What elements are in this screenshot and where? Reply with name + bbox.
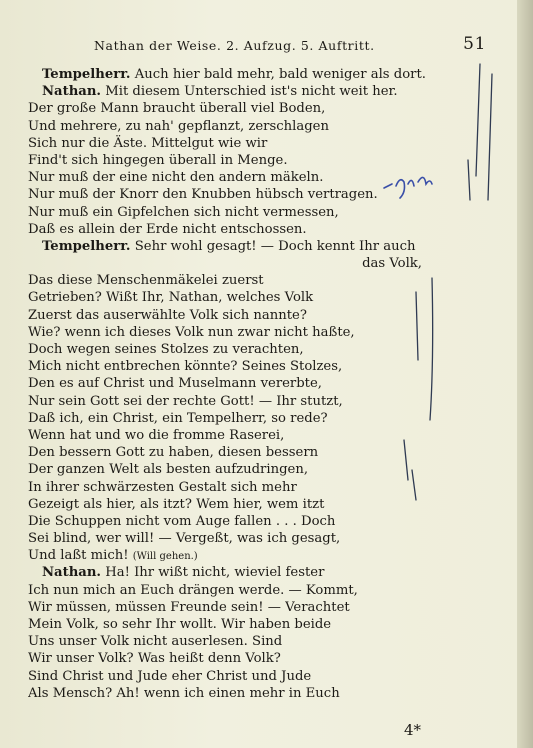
text-line — [28, 479, 488, 496]
text-line — [28, 547, 488, 564]
text-line — [28, 66, 488, 83]
speaker-name: Tempelherr. — [42, 67, 131, 82]
line-text: Wenn hat und wo die fromme Raserei, — [28, 427, 285, 443]
line-text: Ich nun mich an Euch drängen werde. — Kommt, — [28, 582, 358, 598]
text-line — [28, 169, 488, 186]
line-text: Getrieben? Wißt Ihr, Nathan, welches Volk — [28, 290, 314, 306]
line-text: Mit diesem Unterschied ist's nicht weit her. — [105, 84, 398, 100]
text-line — [28, 599, 488, 616]
speaker-name: Nathan. — [42, 565, 102, 581]
text-line — [28, 324, 488, 341]
line-text: Wie? wenn ich dieses Volk nun zwar nicht haßte, — [28, 324, 355, 340]
line-text: Ha! Ihr wißt nicht, wieviel fester — [105, 565, 325, 581]
line-text: Find't sich hingegen überall in Menge. — [28, 152, 288, 168]
text-line — [28, 564, 488, 581]
stage-direction: (Will gehen.) — [132, 551, 198, 563]
text-line — [28, 186, 488, 203]
line-text: das Volk, — [362, 256, 422, 272]
line-text: Daß ich, ein Christ, ein Tempelherr, so rede? — [28, 410, 328, 426]
text-line — [28, 668, 488, 685]
line-text: Sich nur die Äste. Mittelgut wie wir — [28, 135, 268, 151]
text-line — [28, 375, 488, 392]
text-line — [28, 341, 488, 358]
line-text: Mein Volk, so sehr Ihr wollt. Wir haben beide — [28, 617, 332, 632]
line-text: Sind Christ und Jude eher Christ und Jude — [28, 668, 312, 684]
text-line — [28, 444, 488, 461]
line-text: Den bessern Gott zu haben, diesen bessern — [28, 445, 319, 461]
text-line — [28, 289, 488, 306]
line-text: Das diese Menschenmäkelei zuerst — [28, 273, 264, 289]
line-text: Nur muß der eine nicht den andern mäkeln. — [28, 170, 324, 186]
text-line — [28, 204, 488, 221]
line-text: Sei blind, wer will! — Vergeßt, was ich gesagt, — [28, 531, 341, 547]
text-line — [28, 427, 488, 444]
line-text: Auch hier bald mehr, bald weniger als dort. — [134, 67, 426, 82]
speaker-name: Tempelherr. — [42, 238, 131, 254]
play-text — [28, 66, 488, 702]
text-line — [28, 358, 488, 375]
text-line — [28, 685, 488, 702]
line-text: Die Schuppen nicht vom Auge fallen . . . Doch — [28, 513, 336, 529]
line-text: Und laßt mich! — [28, 548, 129, 564]
text-line — [28, 255, 488, 272]
line-text: Sehr wohl gesagt! — Doch kennt Ihr auch — [134, 238, 416, 254]
line-text: In ihrer schwärzesten Gestalt sich mehr — [28, 479, 297, 495]
page-number: 51 — [463, 34, 486, 54]
text-line — [28, 221, 488, 238]
line-text: Nur muß der Knorr den Knubben hübsch vertragen. — [28, 187, 378, 203]
text-line — [28, 650, 488, 667]
text-line — [28, 633, 488, 650]
text-line — [28, 152, 488, 169]
text-line — [28, 410, 488, 427]
line-text: Nur sein Gott sei der rechte Gott! — Ihr stutzt, — [28, 393, 343, 409]
line-text: Gezeigt als hier, als itzt? Wem hier, wem itzt — [28, 496, 325, 512]
line-text: Wir unser Volk? Was heißt denn Volk? — [28, 651, 281, 667]
line-text: Doch wegen seines Stolzes zu verachten, — [28, 342, 304, 357]
line-text: Zuerst das auserwählte Volk sich nannte? — [28, 307, 307, 323]
text-line — [28, 118, 488, 135]
text-line — [28, 393, 488, 410]
line-text: Mich nicht entbrechen könnte? Seines Stolzes, — [28, 359, 343, 375]
line-text: Den es auf Christ und Muselmann vererbte, — [28, 376, 322, 392]
signature-mark: 4* — [404, 721, 422, 739]
line-text: Der große Mann braucht überall viel Boden, — [28, 101, 326, 117]
line-text: Wir müssen, müssen Freunde sein! — Verachtet — [28, 599, 350, 615]
text-line — [28, 616, 488, 633]
line-text: Nur muß ein Gipfelchen sich nicht vermessen, — [28, 204, 339, 220]
line-text: Der ganzen Welt als besten aufzudringen, — [28, 462, 309, 478]
page-edge — [517, 0, 533, 748]
line-text: Uns unser Volk nicht auserlesen. Sind — [28, 634, 283, 650]
text-line — [28, 238, 488, 255]
text-line — [28, 307, 488, 324]
text-line — [28, 135, 488, 152]
text-line — [28, 272, 488, 289]
text-line — [28, 513, 488, 530]
text-line — [28, 83, 488, 100]
text-line — [28, 461, 488, 478]
text-line — [28, 530, 488, 547]
text-line — [28, 582, 488, 599]
line-text: Als Mensch? Ah! wenn ich einen mehr in Euch — [28, 685, 340, 701]
line-text: Daß es allein der Erde nicht entschossen. — [28, 221, 307, 237]
line-text: Und mehrere, zu nah' gepflanzt, zerschlagen — [28, 118, 329, 134]
text-line — [28, 100, 488, 117]
speaker-name: Nathan. — [42, 84, 102, 100]
running-header — [26, 34, 486, 56]
text-line — [28, 496, 488, 513]
running-title: Nathan der Weise. 2. Aufzug. 5. Auftritt. — [94, 38, 375, 53]
